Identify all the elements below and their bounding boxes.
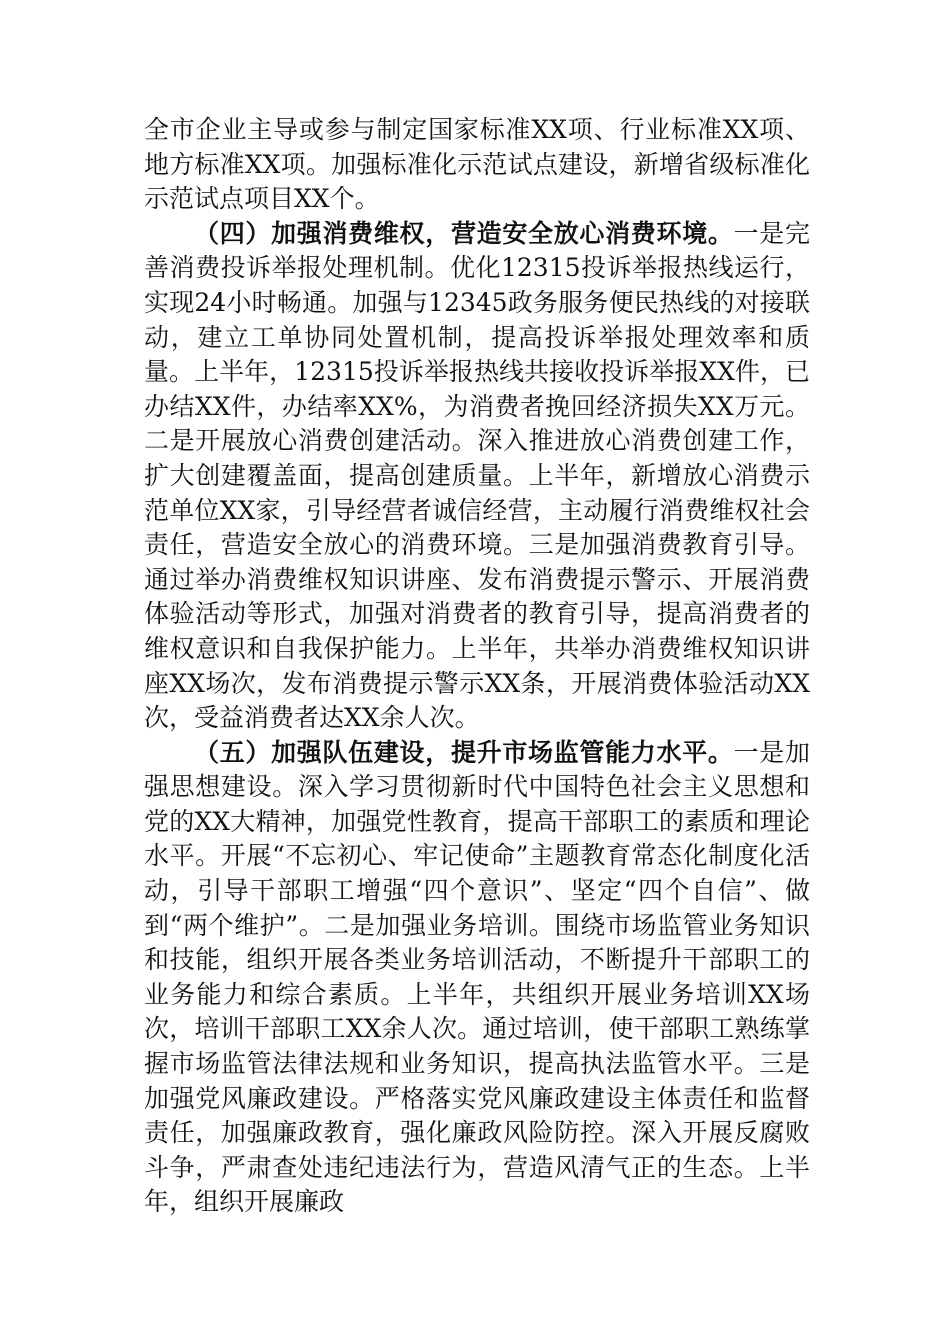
paragraph-text: 一是完善消费投诉举报处理机制。优化12315投诉举报热线运行，实现24小时畅通。加强与12345政务服务便民热线的对接联动，建立工单协同处置机制，提高投诉举报处理效率和质量。上半年，12315投诉举报热线共接收投诉举报XX件，已办结XX件，办结率XX%，为消费者挽回经济损失XX万元。二是开展放心消费创建活动。深入推进放心消费创建工作，扩大创建覆盖面，提高创建质量。上半年，新增放心消费示范单位XX家，引导经营者诚信经营，主动履行消费维权社会责任，营造安全放心的消费环境。三是加强消费教育引导。通过举办消费维权知识讲座、发布消费提示警示、开展消费体验活动等形式，加强对消费者的教育引导，提高消费者的维权意识和自我保护能力。上半年，共举办消费维权知识讲座XX场次，发布消费提示警示XX条，开展消费体验活动XX次，受益消费者达XX余人次。 (144, 218, 810, 733)
paragraph-team-building (144, 736, 810, 1220)
section-heading-consumer-rights: （四）加强消费维权，营造安全放心消费环境。 (194, 218, 734, 248)
paragraph-consumer-rights (144, 217, 810, 736)
document-body (144, 113, 810, 1220)
paragraph-text: 一是加强思想建设。深入学习贯彻新时代中国特色社会主义思想和党的XX大精神，加强党性教育，提高干部职工的素质和理论水平。开展“不忘初心、牢记使命”主题教育常态化制度化活动，引导干部职工增强“四个意识”、坚定“四个自信”、做到“两个维护”。二是加强业务培训。围绕市场监管业务知识和技能，组织开展各类业务培训活动，不断提升干部职工的业务能力和综合素质。上半年，共组织开展业务培训XX场次，培训干部职工XX余人次。通过培训，使干部职工熟练掌握市场监管法律法规和业务知识，提高执法监管水平。三是加强党风廉政建设。严格落实党风廉政建设主体责任和监督责任，加强廉政教育，强化廉政风险防控。深入开展反腐败斗争，严肃查处违纪违法行为，营造风清气正的生态。上半年，组织开展廉政 (144, 737, 810, 1217)
paragraph-standards-continuation (144, 113, 810, 217)
paragraph-text: 全市企业主导或参与制定国家标准XX项、行业标准XX项、地方标准XX项。加强标准化示范试点建设，新增省级标准化示范试点项目XX个。 (144, 115, 810, 214)
section-heading-team-building: （五）加强队伍建设，提升市场监管能力水平。 (194, 737, 734, 767)
